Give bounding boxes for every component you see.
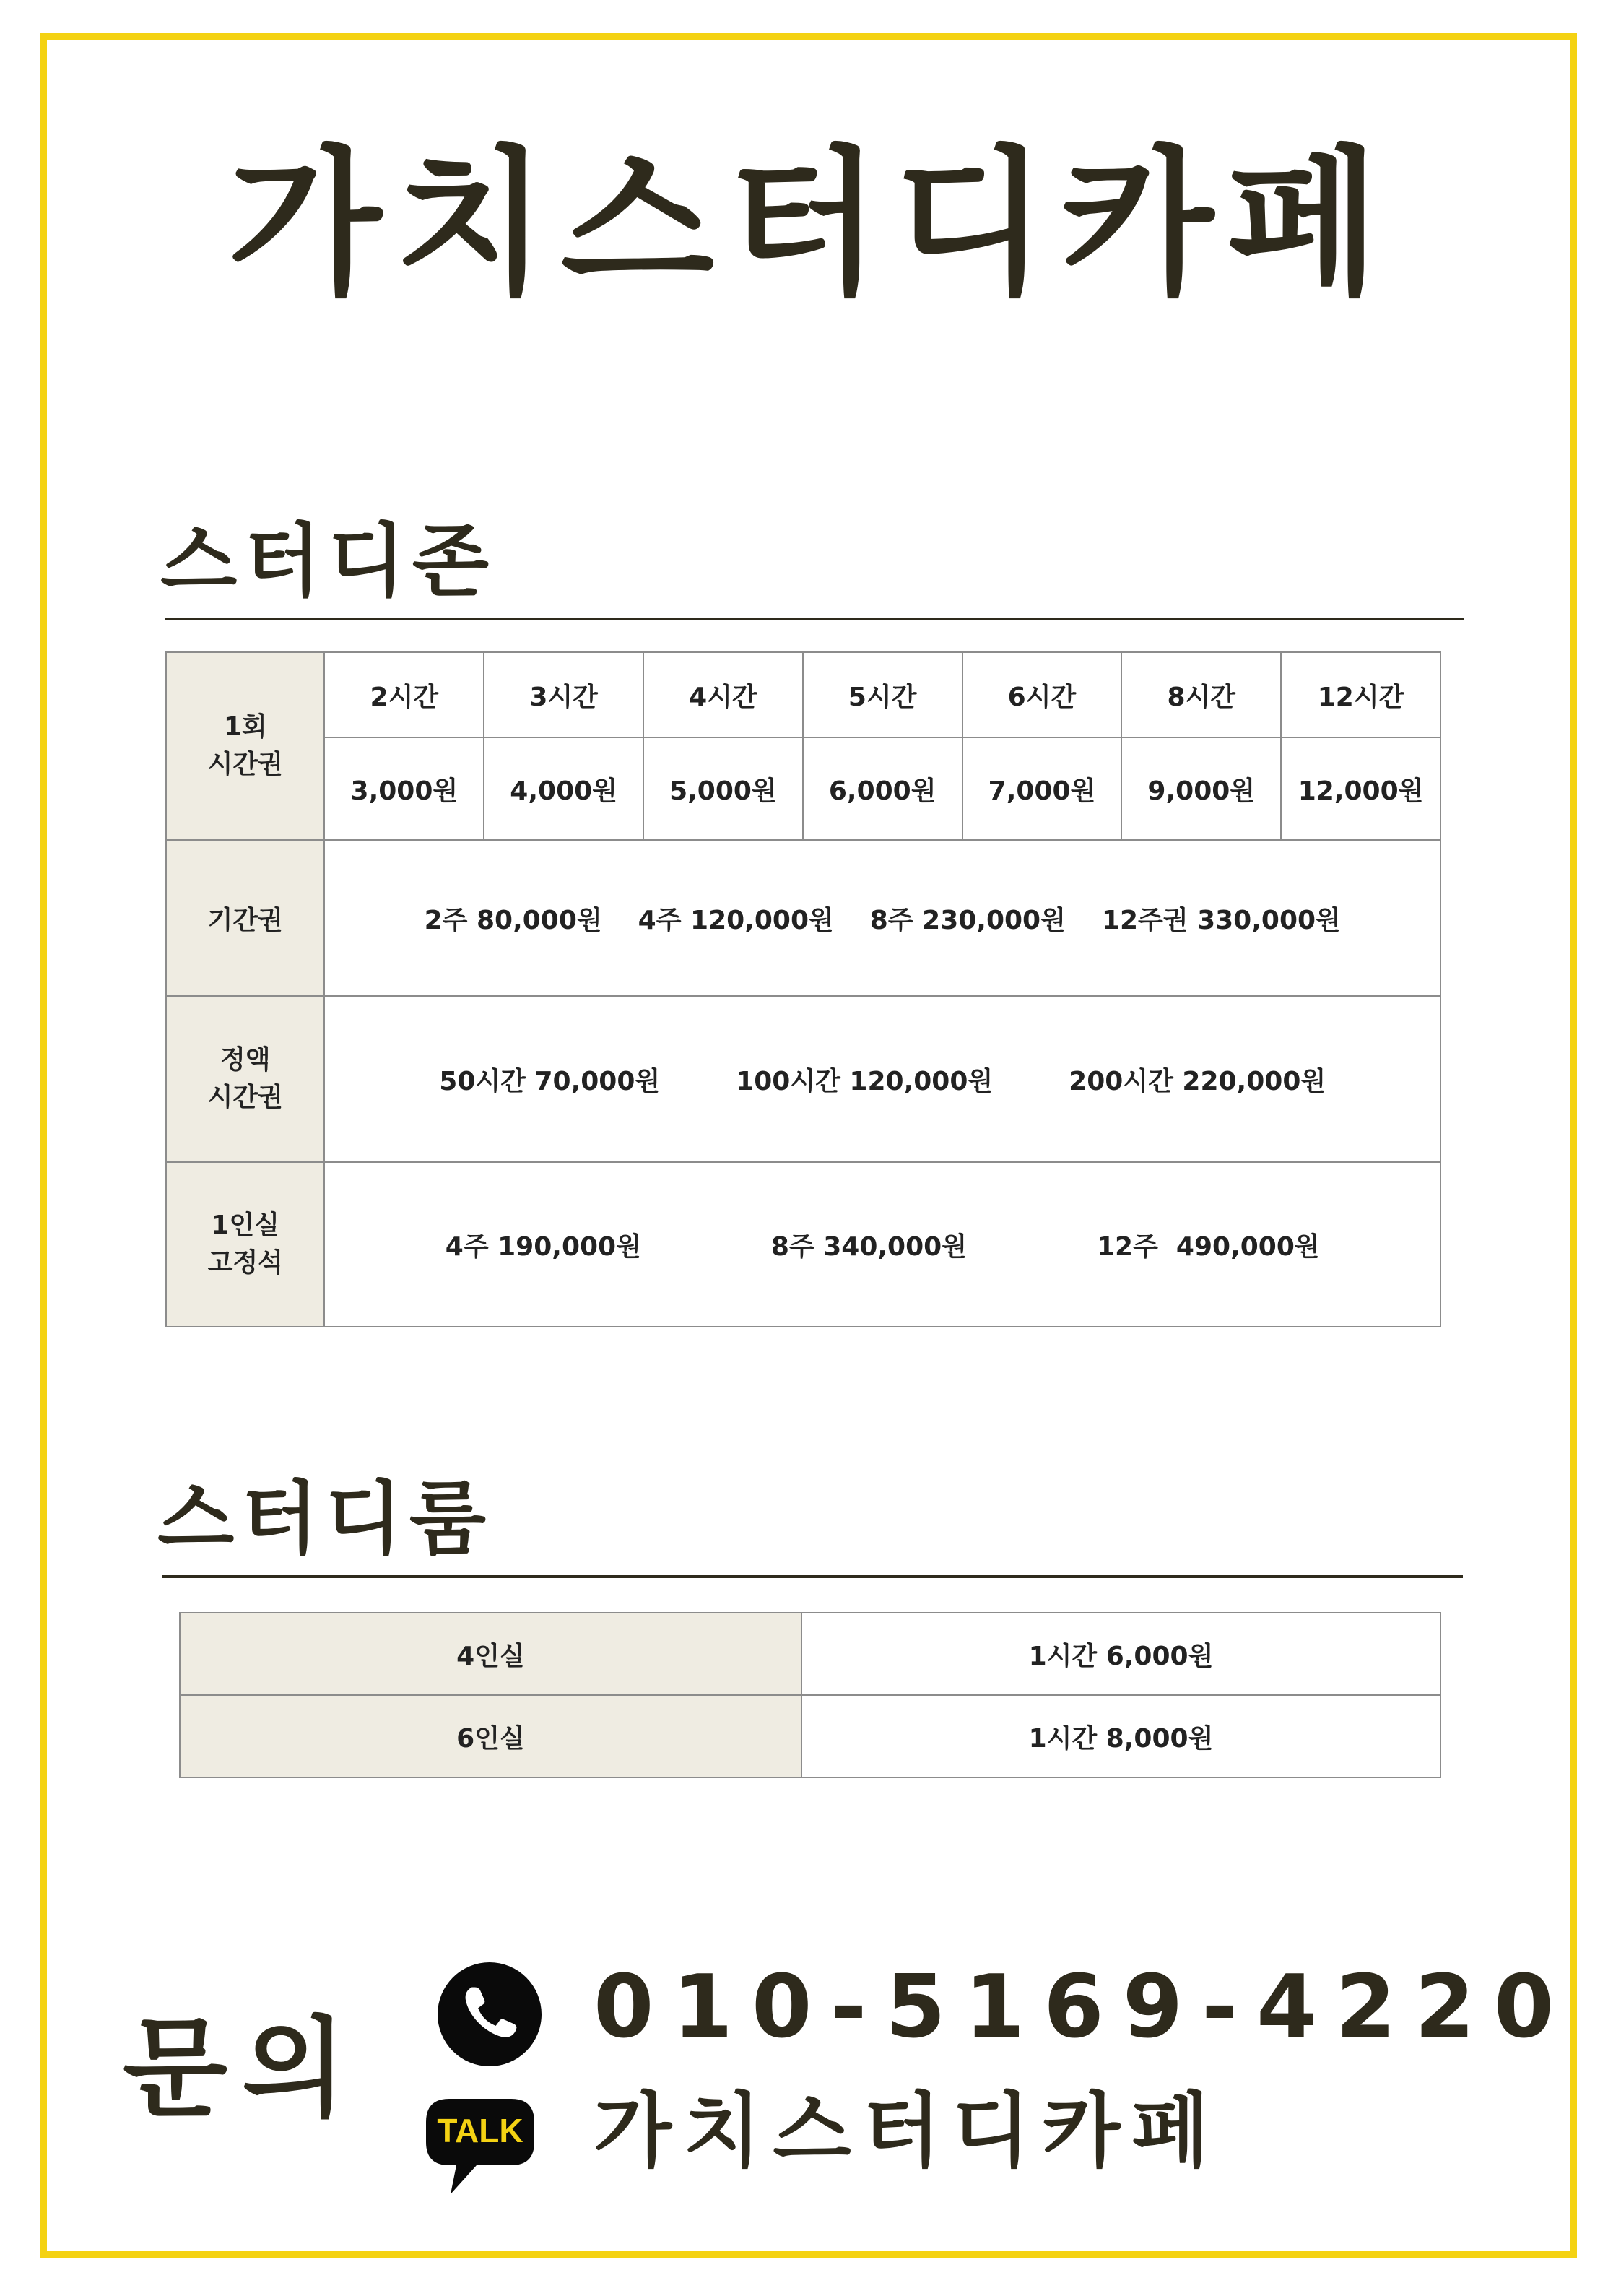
page-title: 가치스터디카페 [227, 131, 1394, 316]
study-room-heading: 스터디룸 [157, 1473, 494, 1565]
study-room-table [179, 1612, 1441, 1778]
one-time-label [166, 652, 324, 840]
price-cell: 7,000원 [962, 737, 1122, 840]
one-time-label-line1: 1회 [223, 711, 267, 742]
period-item: 4주 120,000원 [638, 905, 834, 935]
table-row [166, 1162, 1440, 1327]
period-item: 8주 230,000원 [869, 905, 1066, 935]
fixed-hours-item: 100시간 120,000원 [736, 1066, 994, 1096]
fixed-hours-item: 50시간 70,000원 [439, 1066, 661, 1096]
duration-cell: 6시간 [962, 652, 1122, 737]
table-row [180, 1613, 1440, 1695]
single-room-item: 4주 190,000원 [445, 1231, 641, 1262]
room-name-cell: 6인실 [180, 1695, 801, 1777]
single-room-label [166, 1162, 324, 1327]
period-item: 2주 80,000원 [424, 905, 602, 935]
room-price-cell: 1시간 8,000원 [801, 1695, 1440, 1777]
fixed-hours-items [324, 996, 1440, 1162]
phone-icon [438, 1962, 542, 2066]
price-cell: 6,000원 [803, 737, 962, 840]
duration-cell: 8시간 [1121, 652, 1281, 737]
table-row [166, 737, 1440, 840]
table-row [166, 996, 1440, 1162]
room-name-cell: 4인실 [180, 1613, 801, 1695]
talk-badge-text: TALK [437, 2112, 523, 2149]
phone-number[interactable]: 010-5169-4220 [594, 1957, 1573, 2058]
period-label: 기간권 [166, 840, 324, 996]
price-cell: 3,000원 [324, 737, 484, 840]
single-room-item: 8주 340,000원 [770, 1231, 967, 1262]
one-time-label-line2: 시간권 [207, 750, 283, 779]
single-room-label-line1: 1인실 [211, 1210, 280, 1240]
fixed-hours-label [166, 996, 324, 1162]
price-cell: 12,000원 [1281, 737, 1440, 840]
single-room-label-line2: 고정석 [207, 1248, 283, 1278]
price-cell: 4,000원 [484, 737, 643, 840]
contact-label: 문의 [123, 2006, 361, 2132]
price-cell: 5,000원 [643, 737, 803, 840]
duration-cell: 3시간 [484, 652, 643, 737]
period-item: 12주권 330,000원 [1101, 905, 1341, 935]
fixed-hours-label-line2: 시간권 [207, 1083, 283, 1112]
single-room-item: 12주 490,000원 [1096, 1231, 1320, 1262]
table-row [166, 840, 1440, 996]
study-zone-divider [165, 618, 1464, 620]
single-room-items [324, 1162, 1440, 1327]
kakao-id[interactable]: 가치스터디카페 [594, 2084, 1222, 2178]
fixed-hours-label-line1: 정액 [220, 1044, 271, 1075]
study-room-divider [162, 1575, 1463, 1578]
table-row [166, 652, 1440, 737]
study-zone-heading: 스터디존 [160, 515, 497, 607]
duration-cell: 2시간 [324, 652, 484, 737]
room-price-cell: 1시간 6,000원 [801, 1613, 1440, 1695]
duration-cell: 12시간 [1281, 652, 1440, 737]
study-zone-table [165, 651, 1441, 1327]
price-cell: 9,000원 [1121, 737, 1281, 840]
table-row [180, 1695, 1440, 1777]
fixed-hours-item: 200시간 220,000원 [1069, 1066, 1326, 1096]
kakao-talk-icon [420, 2094, 540, 2203]
period-items [324, 840, 1440, 996]
duration-cell: 4시간 [643, 652, 803, 737]
duration-cell: 5시간 [803, 652, 962, 737]
